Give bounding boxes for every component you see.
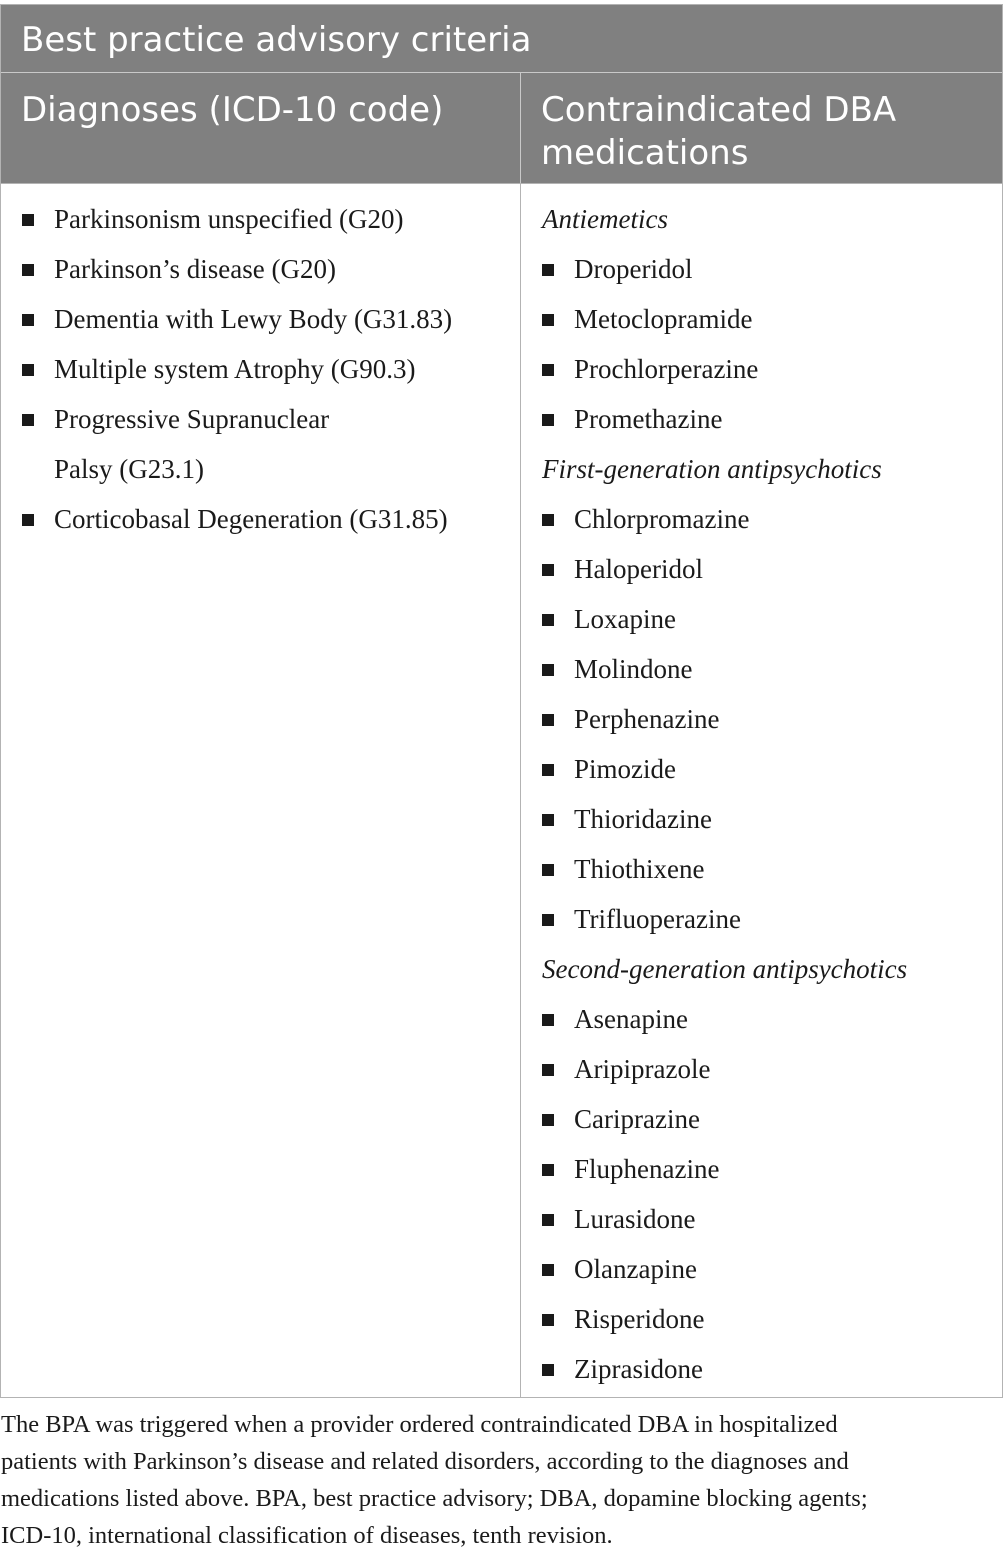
medication-item-text: Promethazine bbox=[574, 404, 723, 434]
square-bullet-icon bbox=[22, 264, 34, 276]
square-bullet-icon bbox=[542, 714, 554, 726]
medication-item-text: Ziprasidone bbox=[574, 1354, 703, 1384]
medication-item-text: Molindone bbox=[574, 654, 693, 684]
square-bullet-icon bbox=[542, 314, 554, 326]
medication-category: First-generation antipsychotics bbox=[542, 454, 882, 484]
medication-item bbox=[521, 494, 1002, 544]
diagnosis-item-text: Corticobasal Degeneration (G31.85) bbox=[54, 504, 448, 534]
diagnosis-item-text: Multiple system Atrophy (G90.3) bbox=[54, 354, 416, 384]
diagnosis-item bbox=[1, 394, 520, 444]
medication-item-text: Droperidol bbox=[574, 254, 693, 284]
footnote-line: The BPA was triggered when a provider ordered contraindicated DBA in hospitalized bbox=[1, 1411, 838, 1438]
square-bullet-icon bbox=[22, 414, 34, 426]
criteria-table bbox=[0, 4, 1003, 1398]
medication-category: Second-generation antipsychotics bbox=[542, 954, 908, 984]
diagnosis-item-text: Parkinsonism unspecified (G20) bbox=[54, 204, 404, 234]
medication-item-text: Perphenazine bbox=[574, 704, 720, 734]
medication-item-text: Haloperidol bbox=[574, 554, 703, 584]
medication-item bbox=[521, 1094, 1002, 1144]
medication-item bbox=[521, 594, 1002, 644]
diagnosis-item bbox=[1, 344, 520, 394]
medication-item-text: Trifluoperazine bbox=[574, 904, 741, 934]
medication-item-text: Chlorpromazine bbox=[574, 504, 750, 534]
medication-item bbox=[521, 744, 1002, 794]
medication-item bbox=[521, 994, 1002, 1044]
square-bullet-icon bbox=[542, 1064, 554, 1076]
medication-item bbox=[521, 394, 1002, 444]
medication-category: Antiemetics bbox=[542, 204, 668, 234]
medication-item bbox=[521, 1194, 1002, 1244]
medication-item bbox=[521, 844, 1002, 894]
square-bullet-icon bbox=[542, 1264, 554, 1276]
table-footnote bbox=[1, 1406, 1001, 1554]
medication-item-text: Thioridazine bbox=[574, 804, 712, 834]
table-header-row bbox=[1, 73, 1002, 184]
medication-item-text: Asenapine bbox=[574, 1004, 688, 1034]
medications-cell bbox=[521, 184, 1002, 1397]
square-bullet-icon bbox=[22, 314, 34, 326]
square-bullet-icon bbox=[542, 514, 554, 526]
diagnosis-item-text: Parkinson’s disease (G20) bbox=[54, 254, 336, 284]
square-bullet-icon bbox=[22, 214, 34, 226]
medication-item-text: Risperidone bbox=[574, 1304, 705, 1334]
header-diagnoses: Diagnoses (ICD-10 code) bbox=[1, 73, 521, 183]
square-bullet-icon bbox=[542, 264, 554, 276]
square-bullet-icon bbox=[542, 1164, 554, 1176]
square-bullet-icon bbox=[542, 914, 554, 926]
table-title: Best practice advisory criteria bbox=[1, 5, 1002, 73]
medication-item bbox=[521, 1294, 1002, 1344]
medication-item bbox=[521, 894, 1002, 944]
square-bullet-icon bbox=[542, 1014, 554, 1026]
square-bullet-icon bbox=[22, 364, 34, 376]
square-bullet-icon bbox=[542, 864, 554, 876]
medication-item bbox=[521, 344, 1002, 394]
diagnosis-item-text: Progressive Supranuclear bbox=[54, 404, 330, 434]
square-bullet-icon bbox=[542, 614, 554, 626]
header-medications bbox=[521, 73, 1002, 183]
medication-item-text: Fluphenazine bbox=[574, 1154, 720, 1184]
square-bullet-icon bbox=[22, 514, 34, 526]
square-bullet-icon bbox=[542, 414, 554, 426]
medication-item-text: Olanzapine bbox=[574, 1254, 697, 1284]
medication-item bbox=[521, 294, 1002, 344]
square-bullet-icon bbox=[542, 1314, 554, 1326]
medication-item bbox=[521, 1244, 1002, 1294]
table-body-row bbox=[1, 184, 1002, 1397]
diagnosis-item bbox=[1, 244, 520, 294]
medication-item bbox=[521, 794, 1002, 844]
square-bullet-icon bbox=[542, 764, 554, 776]
header-medications-line1: Contraindicated DBA bbox=[541, 90, 897, 130]
square-bullet-icon bbox=[542, 1214, 554, 1226]
medication-item-text: Aripiprazole bbox=[574, 1054, 711, 1084]
medication-item-text: Lurasidone bbox=[574, 1204, 696, 1234]
footnote-line: ICD-10, international classification of diseases, tenth revision. bbox=[1, 1522, 613, 1549]
medication-item bbox=[521, 1044, 1002, 1094]
square-bullet-icon bbox=[542, 814, 554, 826]
medication-item-text: Loxapine bbox=[574, 604, 676, 634]
diagnosis-item-text: Dementia with Lewy Body (G31.83) bbox=[54, 304, 453, 334]
medication-item-text: Prochlorperazine bbox=[574, 354, 759, 384]
footnote-line: medications listed above. BPA, best practice advisory; DBA, dopamine blocking agents; bbox=[1, 1485, 868, 1512]
square-bullet-icon bbox=[542, 364, 554, 376]
medication-item-text: Cariprazine bbox=[574, 1104, 700, 1134]
diagnosis-item bbox=[1, 194, 520, 244]
medication-item bbox=[521, 1344, 1002, 1394]
diagnosis-item-continuation: Palsy (G23.1) bbox=[54, 454, 204, 484]
medication-item bbox=[521, 1144, 1002, 1194]
medication-item bbox=[521, 694, 1002, 744]
medication-item bbox=[521, 544, 1002, 594]
medication-item bbox=[521, 644, 1002, 694]
square-bullet-icon bbox=[542, 664, 554, 676]
square-bullet-icon bbox=[542, 1364, 554, 1376]
diagnosis-item bbox=[1, 294, 520, 344]
diagnoses-cell bbox=[1, 184, 521, 1397]
footnote-line: patients with Parkinson’s disease and related disorders, according to the diagnoses and bbox=[1, 1448, 849, 1475]
diagnosis-item bbox=[1, 494, 520, 544]
square-bullet-icon bbox=[542, 1114, 554, 1126]
medication-item-text: Pimozide bbox=[574, 754, 676, 784]
header-medications-line2: medications bbox=[541, 133, 749, 173]
medication-item-text: Metoclopramide bbox=[574, 304, 753, 334]
medication-item bbox=[521, 244, 1002, 294]
medication-item-text: Thiothixene bbox=[574, 854, 705, 884]
square-bullet-icon bbox=[542, 564, 554, 576]
